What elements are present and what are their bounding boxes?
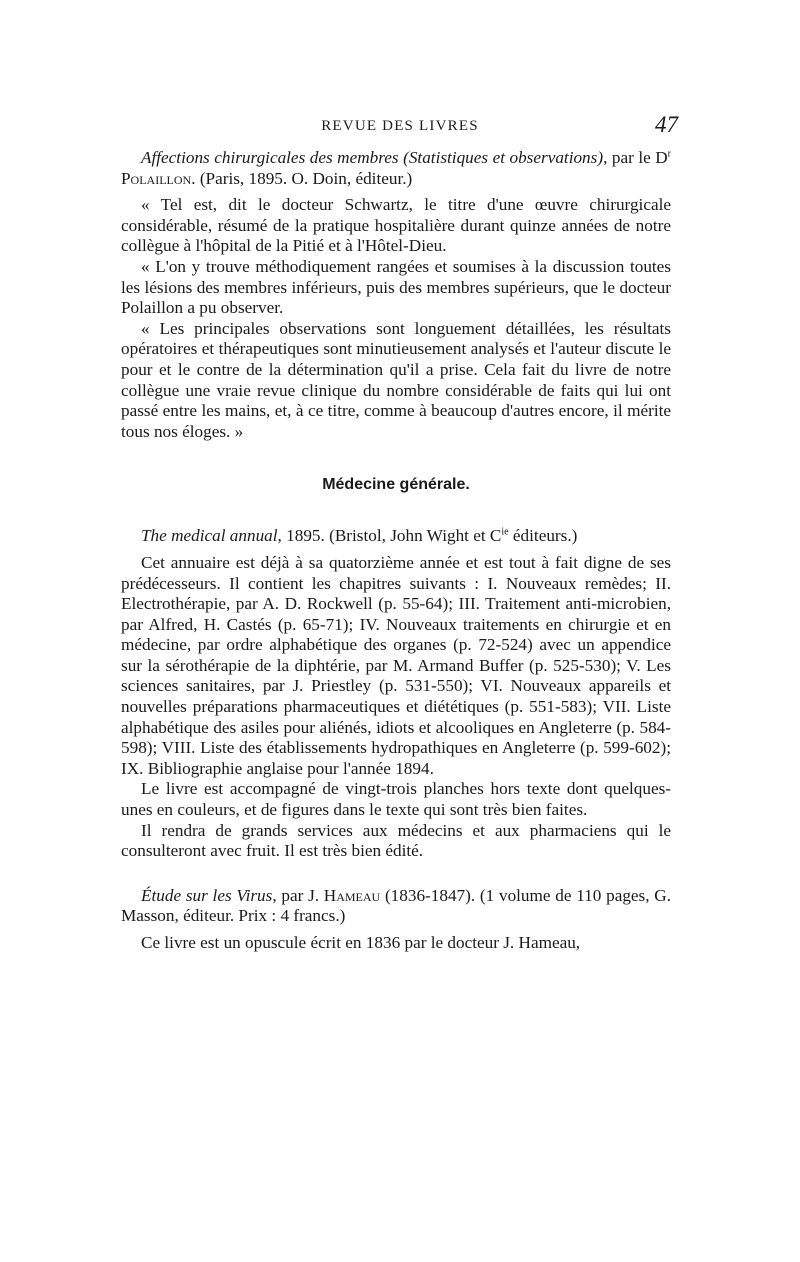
company-abbrev-sup: ie: [501, 526, 509, 538]
running-head: REVUE DES LIVRES: [321, 118, 479, 134]
page-number: 47: [655, 112, 678, 137]
paragraph: Cet annuaire est déjà à sa quatorzième année et est tout à fait digne de ses prédécesseurs. Il contient les chapitres suivants : I. Nouveaux remèdes; II. Electrothérapie, par A. D. Rockwell (p. 55-64); III. Traitement anti-microbien, par Alfred, H. Castés (p. 65-71); IV. Nouveaux traitements en chirurgie et en médecine, par ordre alphabétique des organes (p. 72-524) avec un appendice sur la sérothérapie de la diphtérie, par M. Armand Buffer (p. 525-530); V. Les sciences sanitaires, par J. Priestley (p. 531-550); VI. Nouveaux appareils et nouvelles préparations pharmaceutiques et diététiques (p. 551-583); VII. Liste alphabétique des asiles pour aliénés, idiots et alcooliques en Angleterre (p. 584-598); VIII. Liste des établissements hydropathiques en Angleterre (p. 599-602); IX. Bibliographie anglaise pour l'année 1894.: [121, 552, 671, 778]
review-polaillon-by: , par le D: [603, 148, 668, 167]
paragraph: « Tel est, dit le docteur Schwartz, le titre d'une œuvre chirurgicale considérable, résumé de la pratique hospitalière durant quinze années de notre collègue à l'hôpital de la Pitié et à l'Hôtel-Dieu.: [121, 195, 671, 256]
paragraph: « L'on y trouve méthodiquement rangées et soumises à la discussion toutes les lésions des membres inférieurs, puis des membres supérieurs, que le docteur Polaillon a pu observer.: [121, 256, 671, 318]
review-polaillon-citation: [121, 148, 671, 189]
review-polaillon-author: Polaillon: [121, 168, 192, 188]
review-hameau-author: Hameau: [323, 885, 381, 905]
paragraph: « Les principales observations sont longuement détaillées, les résultats opératoires et thérapeutiques sont minutieusement analysés et l'auteur discute le pour et le contre de la détermination qu'il a prise. Cela fait du livre de notre collègue une vraie revue clinique du nombre considérable de faits qui lui ont passé entre les mains, et, à ce titre, comme à beaucoup d'autres encore, il mérite tous nos éloges. »: [121, 318, 671, 441]
review-medical-annual-citation: [121, 526, 671, 547]
review-hameau-title: Étude sur les Virus: [141, 885, 273, 905]
section-heading: Médecine générale.: [322, 476, 470, 494]
review-hameau-pub: (1836-1847). (1 volume de 110 pages, G. Masson, éditeur. Prix : 4 francs.): [121, 885, 671, 926]
review-polaillon-pub: . (Paris, 1895. O. Doin, éditeur.): [191, 168, 413, 188]
review-medical-annual-pub-b: éditeurs.): [508, 526, 578, 546]
review-medical-annual-pub-a: , 1895. (Bristol, John Wight et C: [277, 526, 502, 546]
paragraph: Il rendra de grands services aux médecins et aux pharmaciens qui le consulteront avec fruit. Il est très bien édité.: [121, 820, 671, 861]
review-medical-annual-title: The medical annual: [141, 526, 278, 546]
paragraph: Ce livre est un opuscule écrit en 1836 par le docteur J. Hameau,: [141, 933, 581, 952]
doctor-abbrev-sup: r: [667, 148, 672, 160]
page-body: [121, 148, 671, 954]
page-header: [0, 112, 800, 140]
paragraph: Le livre est accompagné de vingt-trois planches hors texte dont quelques-unes en couleurs, et de figures dans le texte qui sont très bien faites.: [121, 779, 671, 820]
review-hameau-citation: [121, 886, 671, 927]
review-polaillon-title: Affections chirurgicales des membres (Statistiques et observations): [141, 148, 604, 167]
review-hameau-by: , par J.: [272, 885, 324, 905]
